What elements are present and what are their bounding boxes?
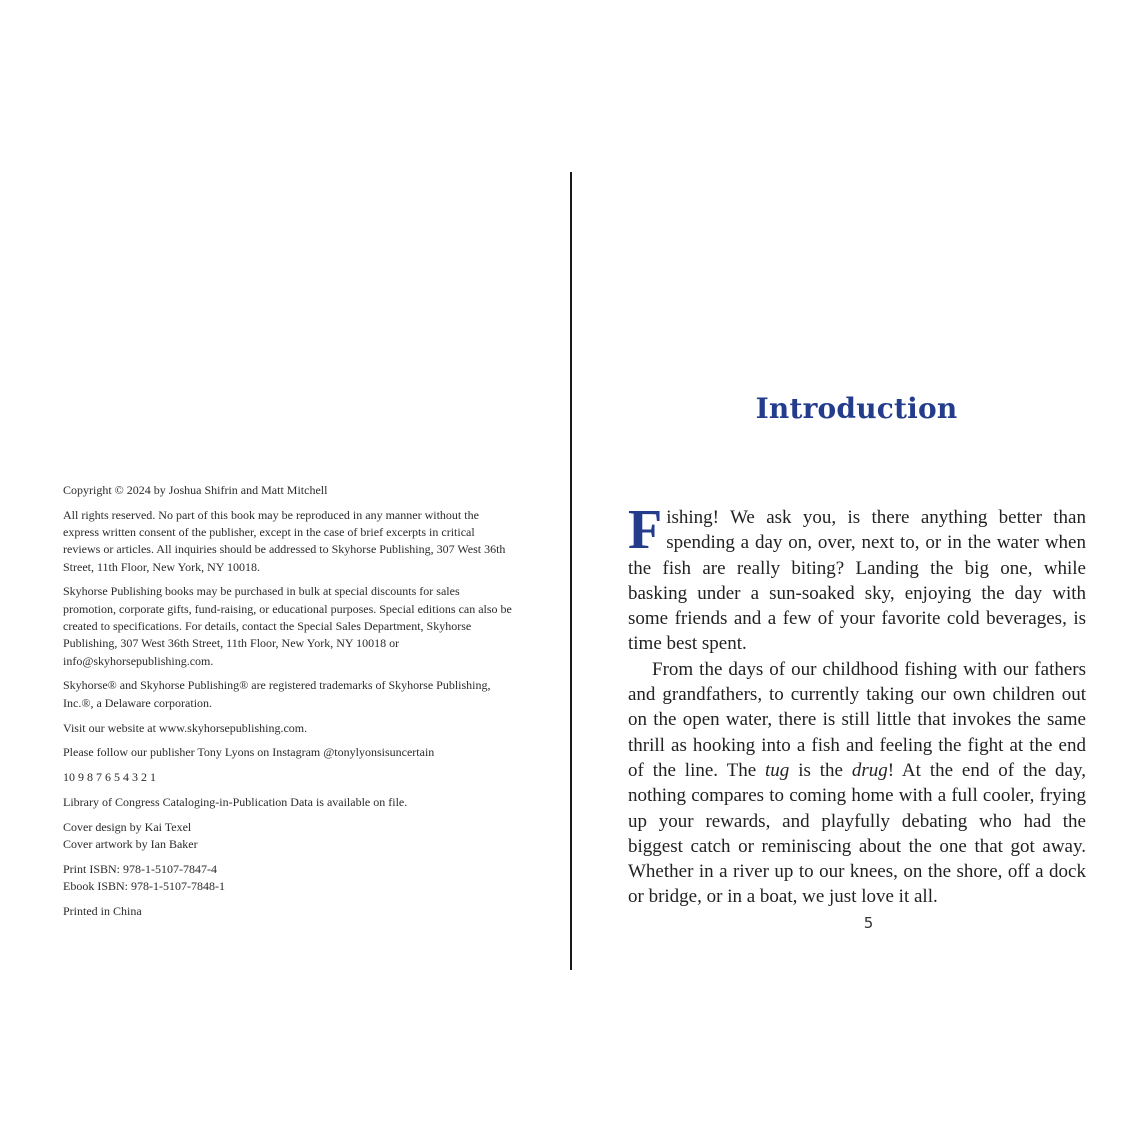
copyright-page: [63, 482, 513, 928]
cip-line: Library of Congress Cataloging-in-Publication Data is available on file.: [63, 794, 408, 809]
intro-paragraph-1: [628, 499, 1086, 657]
instagram-line: Please follow our publisher Tony Lyons on Instagram @tonylyonsisuncertain: [63, 745, 435, 760]
ebook-isbn-line: Ebook ISBN: 978-1-5107-7848-1: [63, 879, 225, 894]
intro-paragraph-2-part-2: is the: [789, 759, 852, 781]
printed-in-line: Printed in China: [63, 903, 142, 918]
emphasis-drug: drug: [851, 759, 888, 781]
intro-paragraph-1-text: ishing! We ask you, is there anything better than spending a day on, over, next to, or in the water when the fish are really biting? Landing the big one, while basking under a sun-soaked sky, enjoying the day with some friends and a few of your favorite cold beverages, is time best spent.: [628, 507, 1086, 655]
intro-paragraph-2-part-1: From the days of our childhood fishing with our fathers and grandfathers, to currently taking our own children out on the open water, there is still little that invokes the same thrill as hooking into a fish and feeling the fight at the end of the line. The: [628, 658, 1086, 781]
introduction-body: [628, 499, 1086, 910]
chapter-title: Introduction: [755, 392, 958, 425]
intro-paragraph-2: [628, 657, 1086, 910]
printing-line: 10 9 8 7 6 5 4 3 2 1: [63, 770, 156, 785]
copyright-line: Copyright © 2024 by Joshua Shifrin and Matt Mitchell: [63, 483, 328, 497]
drop-cap: F: [628, 499, 663, 561]
page-number: 5: [863, 914, 874, 932]
intro-paragraph-2-part-3: ! At the end of the day, nothing compares to coming home with a full cooler, frying up your rewards, and playfully debating who had the biggest catch or reminiscing about the one that got away. Whether in a river up to our knees, on the shore, off a dock or bridge, or in a boat, we just love it all.: [628, 759, 1086, 908]
trademark-paragraph: Skyhorse® and Skyhorse Publishing® are registered trademarks of Skyhorse Publishing, Inc.®, a Delaware corporation.: [63, 678, 491, 710]
print-isbn-line: Print ISBN: 978-1-5107-7847-4: [63, 861, 217, 876]
rights-paragraph: All rights reserved. No part of this book may be reproduced in any manner without the express written consent of the publisher, except in the case of brief excerpts in critical reviews or articles. All inquiries should be addressed to Skyhorse Publishing, 307 West 36th Street, 11th Floor, New York, NY 10018.: [63, 507, 506, 574]
website-line: Visit our website at www.skyhorsepublishing.com.: [63, 720, 308, 735]
cover-artwork-line: Cover artwork by Ian Baker: [63, 837, 198, 852]
page-gutter-divider: [570, 172, 572, 970]
emphasis-tug: tug: [765, 759, 790, 781]
cover-design-line: Cover design by Kai Texel: [63, 819, 192, 834]
bulk-sales-paragraph: Skyhorse Publishing books may be purchased in bulk at special discounts for sales promotion, corporate gifts, fund-raising, or educational purposes. Special editions can also be created to specifications. For details, contact the Special Sales Department, Skyhorse Publishing, 307 West 36th Street, 11th Floor, New York, NY 10018 or info@skyhorsepublishing.com.: [63, 584, 512, 668]
